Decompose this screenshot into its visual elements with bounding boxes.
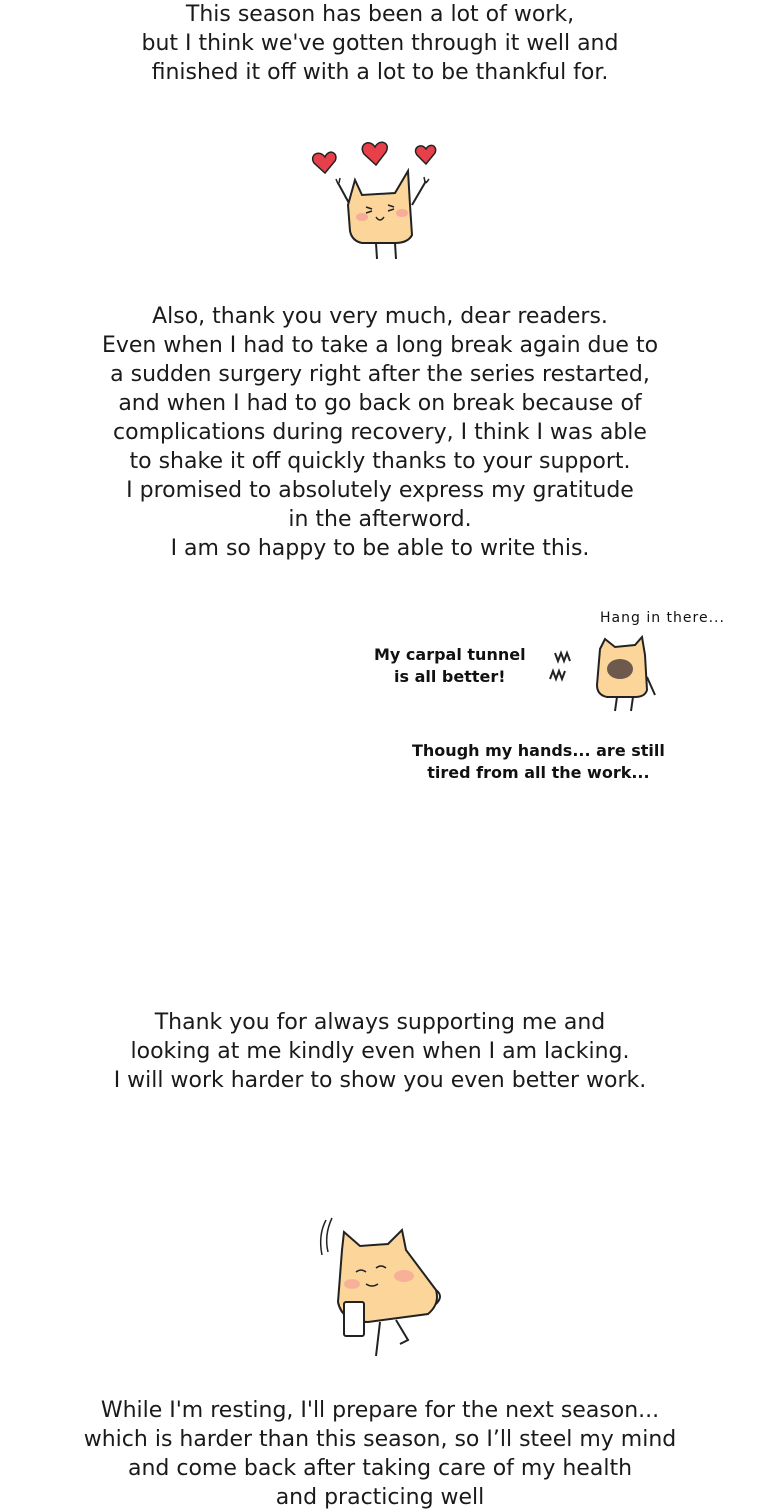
text-line: a sudden surgery right after the series restarted, xyxy=(110,362,650,387)
text-line: I promised to absolutely express my gratitude xyxy=(126,478,634,503)
caption-hands-tired xyxy=(412,740,665,784)
text-line: finished it off with a lot to be thankful for. xyxy=(151,60,609,85)
paragraph-thanks-readers xyxy=(0,302,760,563)
caption-carpal-tunnel xyxy=(374,644,526,688)
text-line: My carpal tunnel xyxy=(374,645,526,664)
cat-sipping-illustration xyxy=(310,1210,450,1365)
text-line: Thank you for always supporting me and xyxy=(154,1010,606,1035)
text-line: in the afterword. xyxy=(288,507,472,532)
text-line: which is harder than this season, so I’ll steel my mind xyxy=(83,1427,677,1452)
text-line: but I think we've gotten through it well and xyxy=(141,31,619,56)
heart-icon xyxy=(313,152,336,173)
text-line: Also, thank you very much, dear readers. xyxy=(152,304,608,329)
text-line: complications during recovery, I think I was able xyxy=(113,420,647,445)
text-line: to shake it off quickly thanks to your support. xyxy=(129,449,631,474)
text-line: Even when I had to take a long break again due to xyxy=(101,333,659,358)
text-line: looking at me kindly even when I am lacking. xyxy=(130,1039,630,1064)
text-line: I am so happy to be able to write this. xyxy=(170,536,590,561)
text-line: Hang in there... xyxy=(600,610,725,626)
text-line: Though my hands... are still xyxy=(412,741,665,760)
text-line: and come back after taking care of my health xyxy=(127,1456,633,1481)
text-line: I will work harder to show you even better work. xyxy=(113,1068,647,1093)
text-line: is all better! xyxy=(394,667,506,686)
paragraph-intro xyxy=(0,0,760,87)
paragraph-support xyxy=(0,1008,760,1095)
caption-hang-in-there xyxy=(600,610,725,626)
text-line: While I'm resting, I'll prepare for the next season... xyxy=(100,1398,660,1423)
heart-icon xyxy=(416,145,436,164)
heart-icon xyxy=(362,142,387,165)
paragraph-next-season xyxy=(0,1396,760,1512)
text-line: and when I had to go back on break because of xyxy=(118,391,642,416)
cat-cheering-illustration xyxy=(300,135,450,265)
cat-tired-illustration xyxy=(545,635,665,715)
text-line: and practicing well xyxy=(275,1485,485,1510)
text-line: This season has been a lot of work, xyxy=(185,2,575,27)
text-line: tired from all the work... xyxy=(427,763,650,782)
